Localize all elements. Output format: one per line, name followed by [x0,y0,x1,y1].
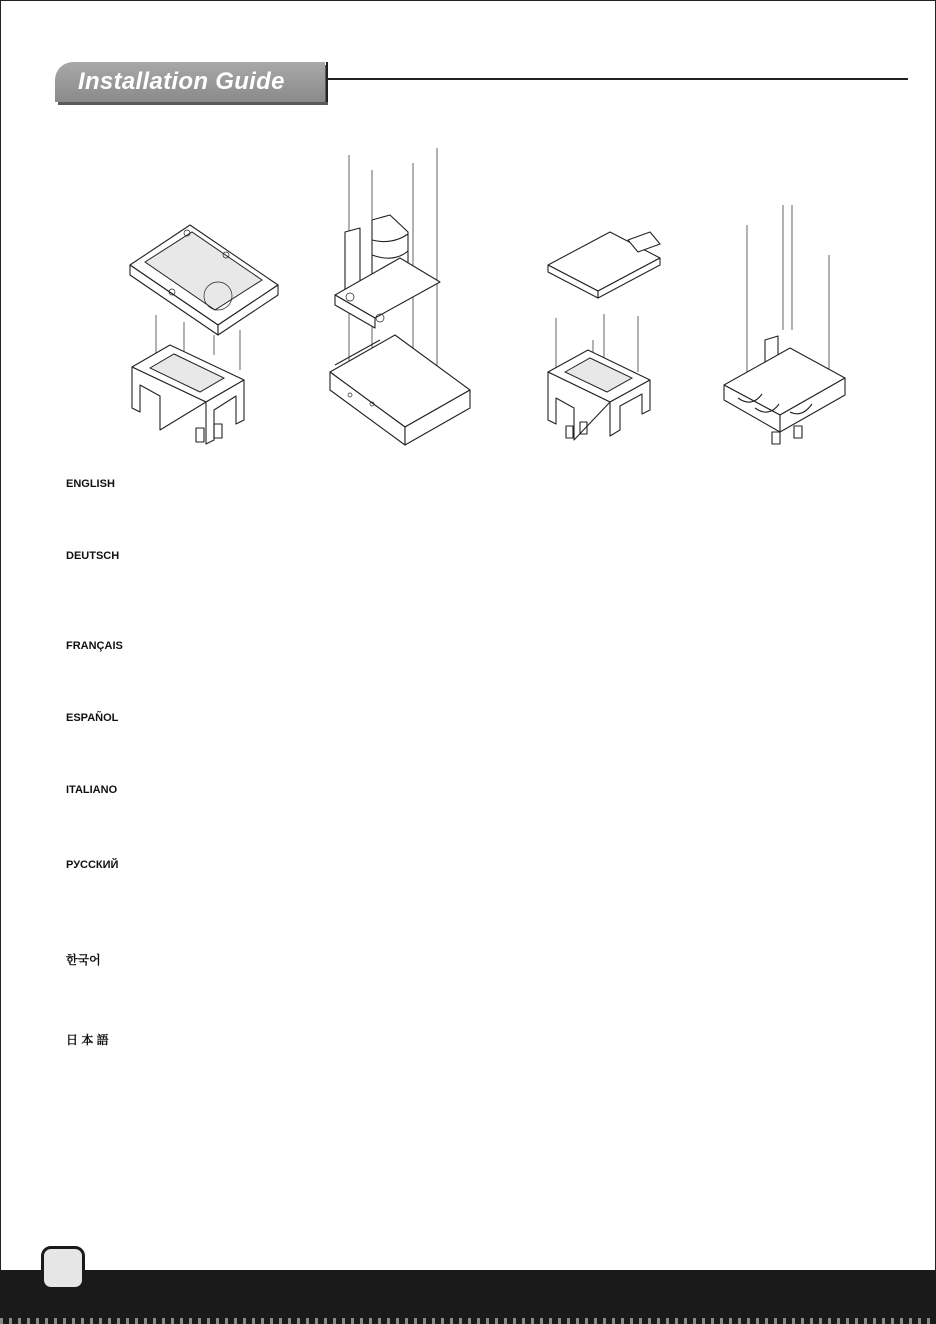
language-label-espanol: ESPAÑOL [66,712,119,724]
page-title: Installation Guide [78,68,285,95]
language-label-korean: 한국어 [66,953,101,967]
language-label-russian: РУССКИЙ [66,859,119,871]
ssd-2-5-icon [548,232,660,298]
language-label-italiano: ITALIANO [66,784,118,796]
installation-illustrations [0,130,936,470]
footer-bar [0,1270,936,1324]
drive-cage-icon [548,314,650,440]
language-label-francais: FRANÇAIS [66,640,123,652]
hard-drive-3-5-icon [330,335,470,445]
title-rule-cap [326,62,328,102]
drive-cage-icon [132,315,244,444]
language-label-japanese: 日 本 語 [66,1033,109,1047]
footer-pattern [0,1318,936,1324]
language-label-english: ENGLISH [66,478,115,490]
hard-drive-3-5-icon [130,225,278,335]
drive-cage-icon [724,205,845,444]
page-number-badge [41,1246,85,1290]
language-label-deutsch: DEUTSCH [66,550,120,562]
title-rule [326,78,908,80]
